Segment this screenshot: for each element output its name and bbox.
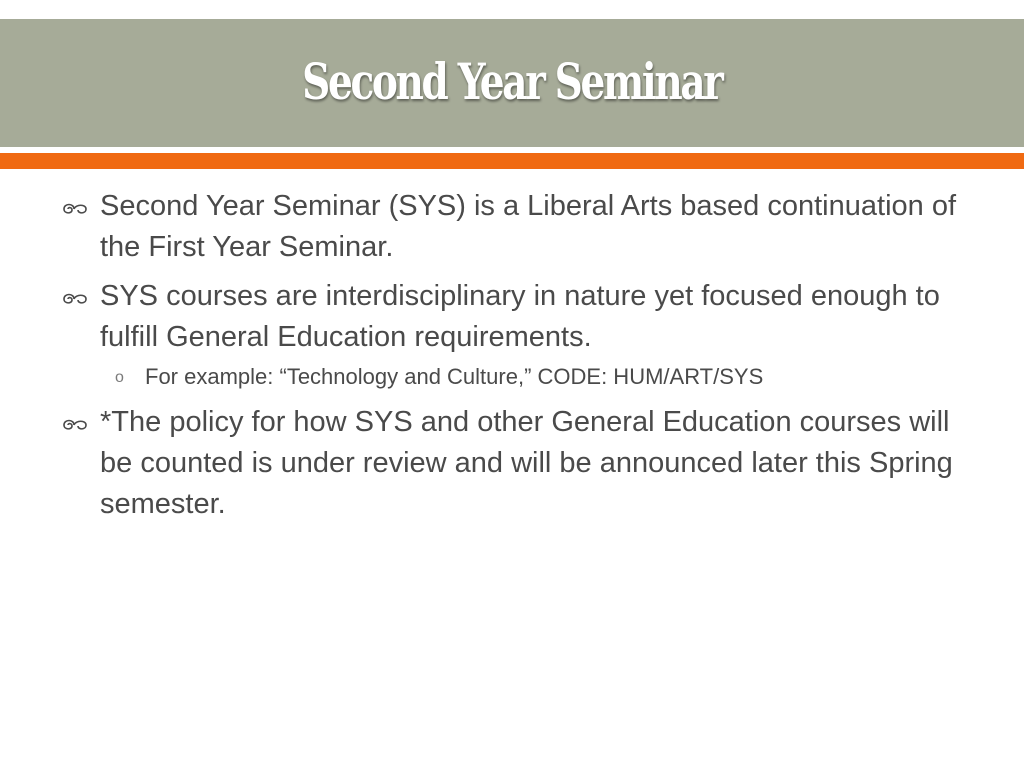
bullet-item bbox=[60, 186, 960, 268]
fleuron-bullet-icon bbox=[62, 200, 88, 216]
accent-bar bbox=[0, 153, 1024, 169]
bullet-text: *The policy for how SYS and other General Education courses will be counted is under review and will be announced later this Spring semester. bbox=[100, 406, 953, 520]
title-band bbox=[0, 19, 1024, 147]
bullet-item bbox=[60, 402, 960, 525]
fleuron-bullet-icon bbox=[62, 290, 88, 306]
bullet-text: SYS courses are interdisciplinary in nature yet focused enough to fulfill General Education requirements. bbox=[100, 280, 940, 353]
slide-title: Second Year Seminar bbox=[302, 51, 722, 111]
sub-bullet-item bbox=[60, 362, 960, 392]
circle-bullet-icon: o bbox=[115, 369, 124, 386]
bullet-text: Second Year Seminar (SYS) is a Liberal Arts based continuation of the First Year Seminar. bbox=[100, 190, 957, 263]
bullet-list bbox=[60, 186, 960, 533]
bullet-item bbox=[60, 276, 960, 358]
fleuron-bullet-icon bbox=[62, 416, 88, 432]
sub-bullet-text: For example: “Technology and Culture,” CODE: HUM/ART/SYS bbox=[145, 364, 764, 389]
